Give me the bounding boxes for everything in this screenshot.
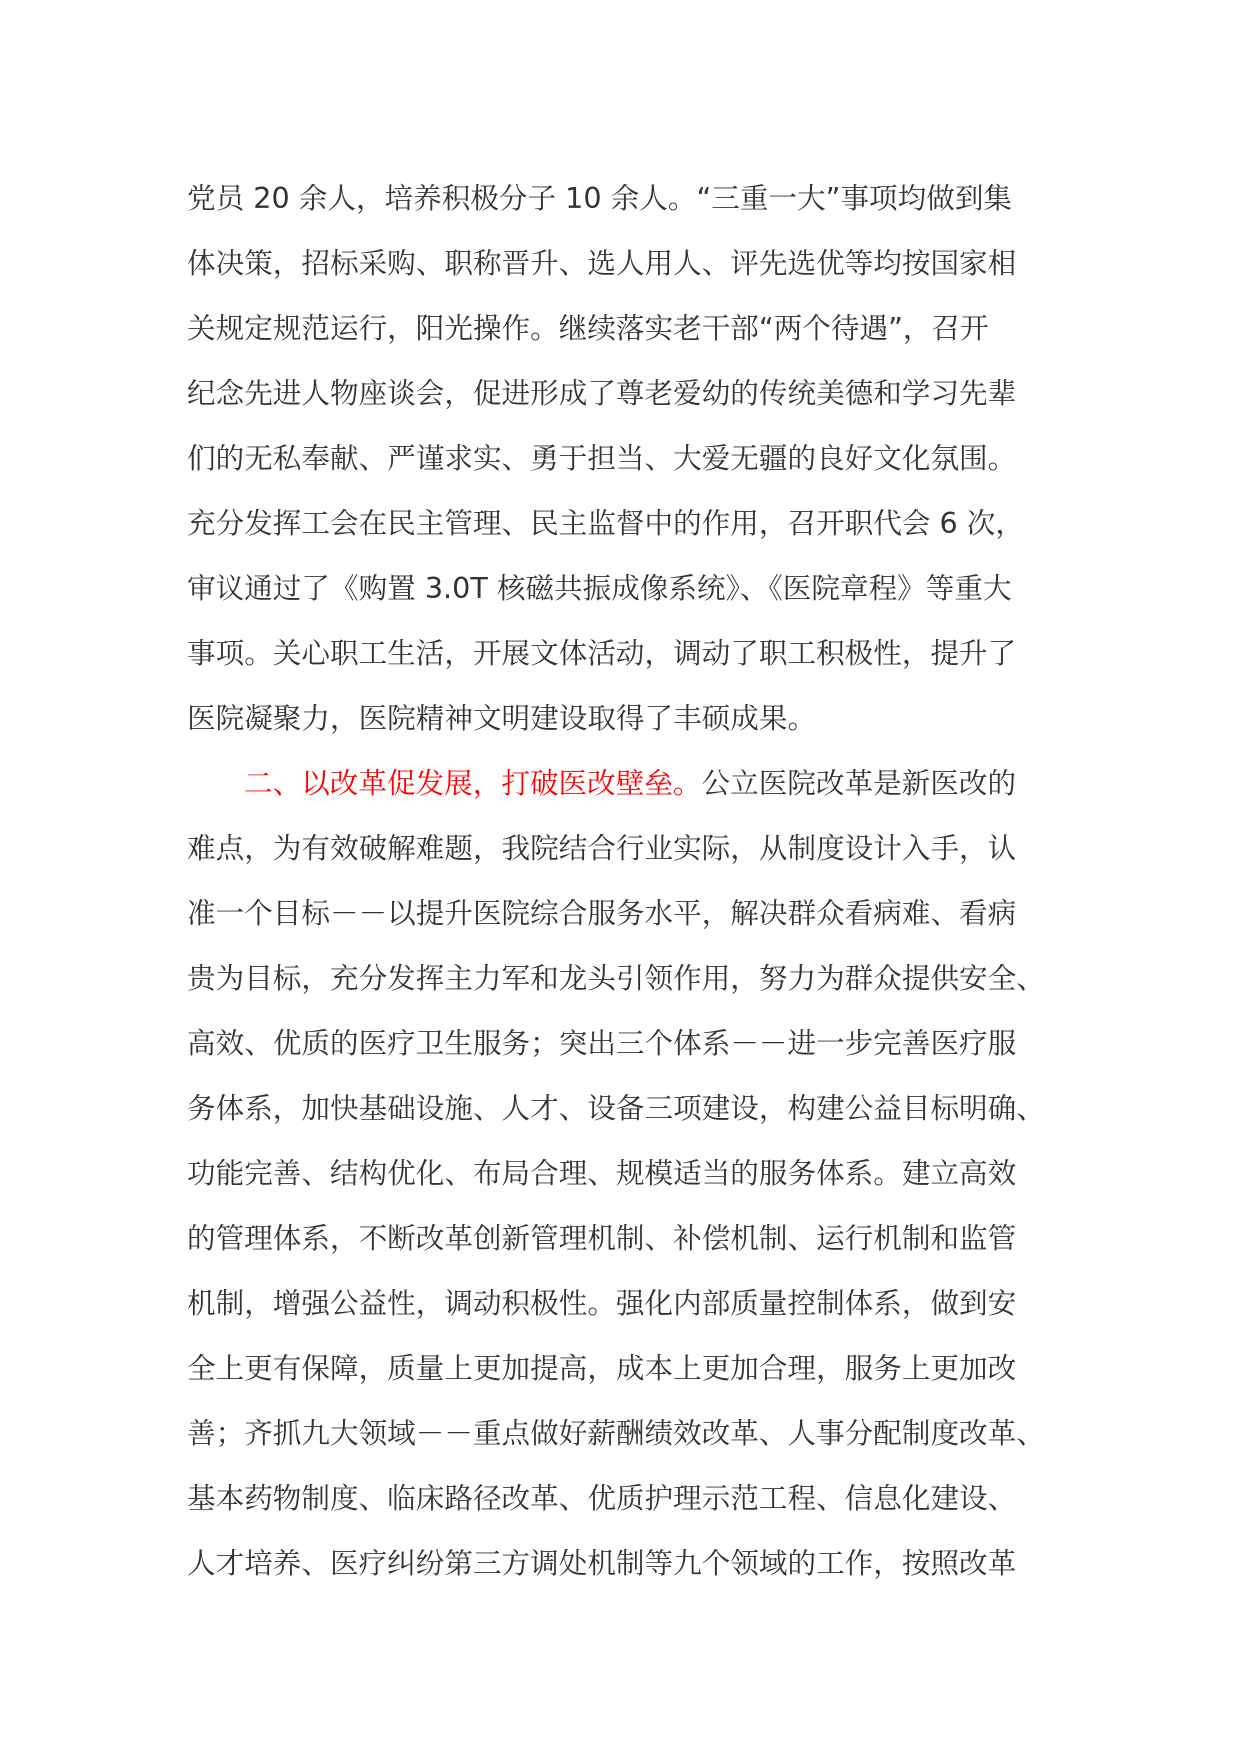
text-line: 全上更有保障，质量上更加提高，成本上更加合理，服务上更加改 bbox=[187, 1351, 1017, 1385]
text-line: 的管理体系，不断改革创新管理机制、补偿机制、运行机制和监管 bbox=[187, 1221, 1017, 1255]
text-line: 事项。关心职工生活，开展文体活动，调动了职工积极性，提升了 bbox=[187, 636, 1017, 670]
text-line: 难点，为有效破解难题，我院结合行业实际，从制度设计入手，认 bbox=[187, 831, 1017, 865]
text-line: 们的无私奉献、严谨求实、勇于担当、大爱无疆的良好文化氛围。 bbox=[187, 441, 1017, 475]
text-line: 审议通过了《购置 3.0T 核磁共振成像系统》、《医院章程》等重大 bbox=[187, 571, 1012, 605]
text-line: 善；齐抓九大领域－－重点做好薪酬绩效改革、人事分配制度改革、 bbox=[187, 1416, 1045, 1450]
text-line: 人才培养、医疗纠纷第三方调处机制等九个领域的工作，按照改革 bbox=[187, 1546, 1017, 1580]
text-line: 关规定规范运行，阳光操作。继续落实老干部“两个待遇”，召开 bbox=[187, 311, 989, 345]
section-2-first-line bbox=[187, 751, 1055, 816]
text-line: 务体系，加快基础设施、人才、设备三项建设，构建公益目标明确、 bbox=[187, 1091, 1045, 1125]
text-line: 机制，增强公益性，调动积极性。强化内部质量控制体系，做到安 bbox=[187, 1286, 1017, 1320]
section-2-heading: 二、以改革促发展，打破医改壁垒。 bbox=[244, 766, 702, 800]
text-line: 准一个目标－－以提升医院综合服务水平，解决群众看病难、看病 bbox=[187, 896, 1017, 930]
text-line: 党员 20 余人，培养积极分子 10 余人。“三重一大”事项均做到集 bbox=[187, 181, 1013, 215]
text-line: 体决策，招标采购、职称晋升、选人用人、评先选优等均按国家相 bbox=[187, 246, 1017, 280]
section-2-lead: 公立医院改革是新医改的 bbox=[701, 766, 1017, 800]
text-line: 高效、优质的医疗卫生服务；突出三个体系－－进一步完善医疗服 bbox=[187, 1026, 1017, 1060]
body-text bbox=[187, 166, 1055, 1596]
text-line: 医院凝聚力，医院精神文明建设取得了丰硕成果。 bbox=[187, 701, 817, 735]
text-line: 纪念先进人物座谈会，促进形成了尊老爱幼的传统美德和学习先辈 bbox=[187, 376, 1017, 410]
text-line: 功能完善、结构优化、布局合理、规模适当的服务体系。建立高效 bbox=[187, 1156, 1017, 1190]
text-line: 充分发挥工会在民主管理、民主监督中的作用，召开职代会 6 次， bbox=[187, 506, 1024, 540]
text-line: 基本药物制度、临床路径改革、优质护理示范工程、信息化建设、 bbox=[187, 1481, 1017, 1515]
text-line: 贵为目标，充分发挥主力军和龙头引领作用，努力为群众提供安全、 bbox=[187, 961, 1045, 995]
